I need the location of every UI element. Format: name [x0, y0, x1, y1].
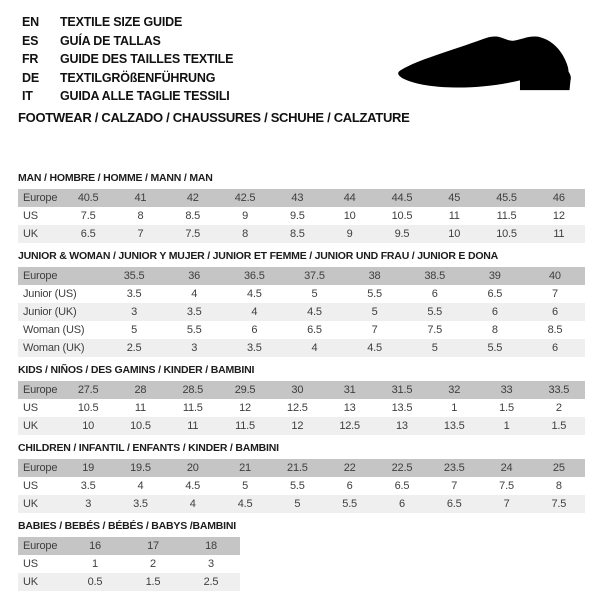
size-cell: 5.5	[289, 480, 305, 492]
table-title: JUNIOR & WOMAN / JUNIOR Y MUJER / JUNIOR ET FEMME / JUNIOR UND FRAU / JUNIOR E DONA	[18, 250, 499, 262]
size-cell: 2.5	[126, 342, 142, 354]
table-row	[18, 537, 240, 555]
size-cell: 6	[551, 342, 558, 354]
language-code: DE	[22, 70, 39, 85]
row-label-cell: UK	[23, 498, 38, 510]
row-label-cell: US	[23, 402, 38, 414]
size-cell: 7	[551, 288, 558, 300]
size-cell: 9.5	[394, 228, 410, 240]
size-table-section	[18, 172, 585, 243]
size-cell: 10	[82, 420, 95, 432]
size-cell: 42.5	[234, 192, 256, 204]
size-cell: 5.5	[487, 342, 503, 354]
size-cell: 1.5	[145, 576, 161, 588]
size-cell: 9	[242, 210, 248, 222]
size-cell: 33.5	[548, 384, 570, 396]
size-cell: 12.5	[287, 402, 308, 414]
size-cell: 20	[186, 462, 199, 474]
row-label-cell: Europe	[23, 192, 58, 204]
size-cell: 17	[147, 540, 159, 552]
row-label-cell: UK	[23, 420, 38, 432]
size-cell: 7.5	[551, 498, 567, 510]
size-cell: 6.5	[394, 480, 410, 492]
language-row	[22, 50, 233, 69]
size-cell: 3.5	[186, 306, 202, 318]
size-cell: 6	[398, 498, 405, 510]
size-cell: 2.5	[203, 576, 219, 588]
size-cell: 5	[371, 306, 378, 318]
size-cell: 11.5	[182, 402, 203, 414]
table-row	[18, 555, 240, 573]
language-row	[22, 32, 233, 51]
row-label-cell: Europe	[23, 270, 58, 282]
size-cell: 37.5	[304, 270, 325, 282]
size-cell: 10	[343, 210, 356, 222]
table-title: KIDS / NIÑOS / DES GAMINS / KINDER / BAMBINI	[18, 364, 255, 376]
size-cell: 7	[137, 228, 144, 240]
size-cell: 3.5	[133, 498, 148, 510]
size-cell: 29.5	[234, 384, 256, 396]
row-label-cell: UK	[23, 228, 38, 240]
size-cell: 42	[186, 192, 199, 204]
row-label-cell: US	[23, 210, 38, 222]
size-cell: 40	[549, 270, 561, 282]
size-cell: 41	[134, 192, 147, 204]
size-cell: 13	[343, 402, 356, 414]
size-cell: 5.5	[342, 498, 357, 510]
size-cell: 1.5	[499, 402, 514, 414]
size-cell: 43	[291, 192, 304, 204]
language-label: GUIDE DES TAILLES TEXTILE	[60, 52, 234, 66]
size-cell: 10.5	[130, 420, 151, 432]
size-table-section	[18, 364, 585, 435]
size-cell: 6	[346, 480, 353, 492]
size-cell: 45	[448, 192, 461, 204]
table-row	[18, 189, 585, 207]
size-cell: 1	[451, 402, 458, 414]
size-cell: 2	[555, 402, 562, 414]
size-cell: 46	[552, 192, 565, 204]
size-cell: 40.5	[77, 192, 99, 204]
row-label-cell: Woman (US)	[23, 324, 85, 336]
row-label-cell: US	[23, 480, 38, 492]
size-table-section	[18, 250, 585, 357]
language-code: EN	[22, 15, 39, 29]
size-cell: 11	[448, 210, 460, 222]
size-cell: 5.5	[186, 324, 202, 336]
size-table	[18, 381, 585, 435]
size-cell: 8	[491, 324, 498, 336]
size-cell: 3.5	[246, 342, 262, 354]
table-row	[18, 459, 585, 477]
size-cell: 11	[187, 420, 199, 432]
size-cell: 5	[311, 288, 318, 300]
size-cell: 7	[451, 480, 458, 492]
size-cell: 7.5	[499, 480, 514, 492]
size-cell: 45.5	[496, 192, 517, 204]
size-cell: 12	[552, 210, 565, 222]
size-cell: 4	[189, 498, 196, 510]
size-cell: 12	[239, 402, 251, 414]
table-row	[18, 399, 585, 417]
size-cell: 8	[137, 210, 144, 222]
size-cell: 3.5	[126, 288, 142, 300]
size-cell: 9	[346, 228, 353, 240]
size-cell: 3.5	[80, 480, 96, 492]
size-cell: 4.5	[237, 498, 253, 510]
size-cell: 6.5	[80, 228, 96, 240]
table-title: BABIES / BEBÉS / BÉBÉS / BABYS /BAMBINI	[18, 520, 236, 532]
table-row	[18, 495, 585, 513]
language-row	[22, 69, 233, 88]
size-cell: 12.5	[339, 420, 360, 432]
language-label: TEXTILGRÖßENFÜHRUNG	[60, 70, 216, 85]
size-cell: 5	[242, 480, 248, 492]
size-table	[18, 537, 240, 591]
category-line: FOOTWEAR / CALZADO / CHAUSSURES / SCHUHE / CALZATURE	[18, 110, 410, 125]
size-cell: 3	[191, 342, 198, 354]
size-cell: 1	[503, 420, 510, 432]
size-cell: 44.5	[391, 192, 413, 204]
table-row	[18, 207, 585, 225]
size-cell: 18	[205, 540, 217, 552]
size-cell: 22	[343, 462, 356, 474]
size-cell: 6	[491, 306, 498, 318]
table-title: MAN / HOMBRE / HOMME / MANN / MAN	[18, 172, 213, 184]
size-cell: 10.5	[77, 402, 99, 414]
table-row	[18, 573, 240, 591]
row-label-cell: Junior (US)	[23, 288, 77, 300]
size-cell: 4	[311, 342, 318, 354]
size-cell: 6	[251, 324, 258, 336]
table-row	[18, 285, 585, 303]
size-cell: 7	[503, 498, 510, 510]
size-table	[18, 267, 585, 357]
size-cell: 4.5	[185, 480, 201, 492]
size-cell: 25	[552, 462, 565, 474]
size-cell: 2	[150, 558, 156, 570]
size-cell: 21	[239, 462, 251, 474]
size-cell: 21.5	[287, 462, 308, 474]
size-cell: 4	[251, 306, 258, 318]
row-label-cell: Europe	[23, 384, 58, 396]
language-code: ES	[22, 33, 39, 48]
size-cell: 7.5	[80, 210, 96, 222]
size-cell: 27.5	[77, 384, 99, 396]
size-cell: 4.5	[307, 306, 322, 318]
row-label-cell: US	[23, 558, 38, 570]
size-cell: 36	[188, 270, 201, 282]
language-label: GUÍA DE TALLAS	[60, 33, 161, 48]
size-cell: 13	[396, 420, 408, 432]
size-cell: 4.5	[367, 342, 382, 354]
language-row	[22, 87, 233, 106]
size-cell: 30	[291, 384, 304, 396]
size-cell: 6	[431, 288, 438, 300]
size-cell: 10	[448, 228, 461, 240]
size-cell: 6.5	[446, 498, 462, 510]
size-cell: 28.5	[182, 384, 204, 396]
table-row	[18, 477, 585, 495]
size-cell: 7.5	[427, 324, 443, 336]
size-cell: 4.5	[246, 288, 262, 300]
shoe-silhouette-icon	[392, 26, 578, 94]
row-label-cell: UK	[23, 576, 38, 588]
row-label-cell: Europe	[23, 540, 58, 552]
table-row	[18, 267, 585, 285]
size-cell: 3	[85, 498, 92, 510]
table-row	[18, 339, 585, 357]
language-label: TEXTILE SIZE GUIDE	[60, 15, 183, 29]
size-cell: 31.5	[391, 384, 413, 396]
size-cell: 39	[488, 270, 501, 282]
size-cell: 5.5	[427, 306, 443, 318]
size-cell: 3	[131, 306, 138, 318]
size-cell: 0.5	[87, 576, 103, 588]
size-cell: 5.5	[367, 288, 382, 300]
size-cell: 8.5	[185, 210, 201, 222]
size-cell: 3	[208, 558, 214, 570]
size-cell: 38	[368, 270, 381, 282]
size-cell: 33	[500, 384, 513, 396]
row-label-cell: Europe	[23, 462, 58, 474]
language-row	[22, 13, 233, 32]
size-cell: 5	[431, 342, 438, 354]
language-label: GUIDA ALLE TAGLIE TESSILI	[60, 89, 230, 103]
table-row	[18, 303, 585, 321]
row-label-cell: Junior (UK)	[23, 306, 77, 318]
size-cell: 13.5	[443, 420, 465, 432]
size-cell: 19.5	[130, 462, 151, 474]
row-label-cell: Woman (UK)	[23, 342, 85, 354]
table-row	[18, 321, 585, 339]
size-cell: 16	[89, 540, 101, 552]
size-cell: 8.5	[547, 324, 563, 336]
size-cell: 10.5	[496, 228, 517, 240]
size-cell: 6.5	[487, 288, 503, 300]
size-cell: 7	[371, 324, 378, 336]
size-tables	[18, 172, 585, 598]
size-cell: 11	[134, 402, 146, 414]
size-cell: 6.5	[307, 324, 322, 336]
size-cell: 11.5	[235, 420, 255, 432]
size-cell: 12	[291, 420, 304, 432]
size-table-section	[18, 520, 585, 591]
size-cell: 6	[551, 306, 558, 318]
size-cell: 31	[343, 384, 356, 396]
size-cell: 11	[553, 228, 565, 240]
size-cell: 7.5	[185, 228, 201, 240]
size-cell: 36.5	[244, 270, 265, 282]
table-row	[18, 417, 585, 435]
size-cell: 4	[137, 480, 144, 492]
size-cell: 44	[343, 192, 356, 204]
size-cell: 19	[82, 462, 95, 474]
size-table	[18, 459, 585, 513]
size-table	[18, 189, 585, 243]
size-cell: 8	[242, 228, 248, 240]
size-cell: 22.5	[391, 462, 413, 474]
size-cell: 5	[131, 324, 138, 336]
size-cell: 8.5	[289, 228, 305, 240]
size-cell: 10.5	[391, 210, 413, 222]
size-cell: 23.5	[443, 462, 465, 474]
size-table-section	[18, 442, 585, 513]
size-cell: 4	[191, 288, 198, 300]
language-list	[22, 13, 233, 106]
size-cell: 1	[92, 558, 98, 570]
size-cell: 32	[448, 384, 461, 396]
size-cell: 1.5	[551, 420, 567, 432]
size-cell: 13.5	[391, 402, 413, 414]
table-title: CHILDREN / INFANTIL / ENFANTS / KINDER / BAMBINI	[18, 442, 279, 454]
language-code: FR	[22, 52, 39, 66]
table-row	[18, 225, 585, 243]
language-code: IT	[22, 89, 33, 103]
size-cell: 11.5	[496, 210, 517, 222]
size-cell: 8	[555, 480, 562, 492]
size-cell: 24	[500, 462, 513, 474]
size-cell: 5	[294, 498, 301, 510]
size-cell: 9.5	[289, 210, 305, 222]
size-cell: 28	[134, 384, 147, 396]
table-row	[18, 381, 585, 399]
size-cell: 35.5	[123, 270, 145, 282]
size-cell: 38.5	[424, 270, 445, 282]
